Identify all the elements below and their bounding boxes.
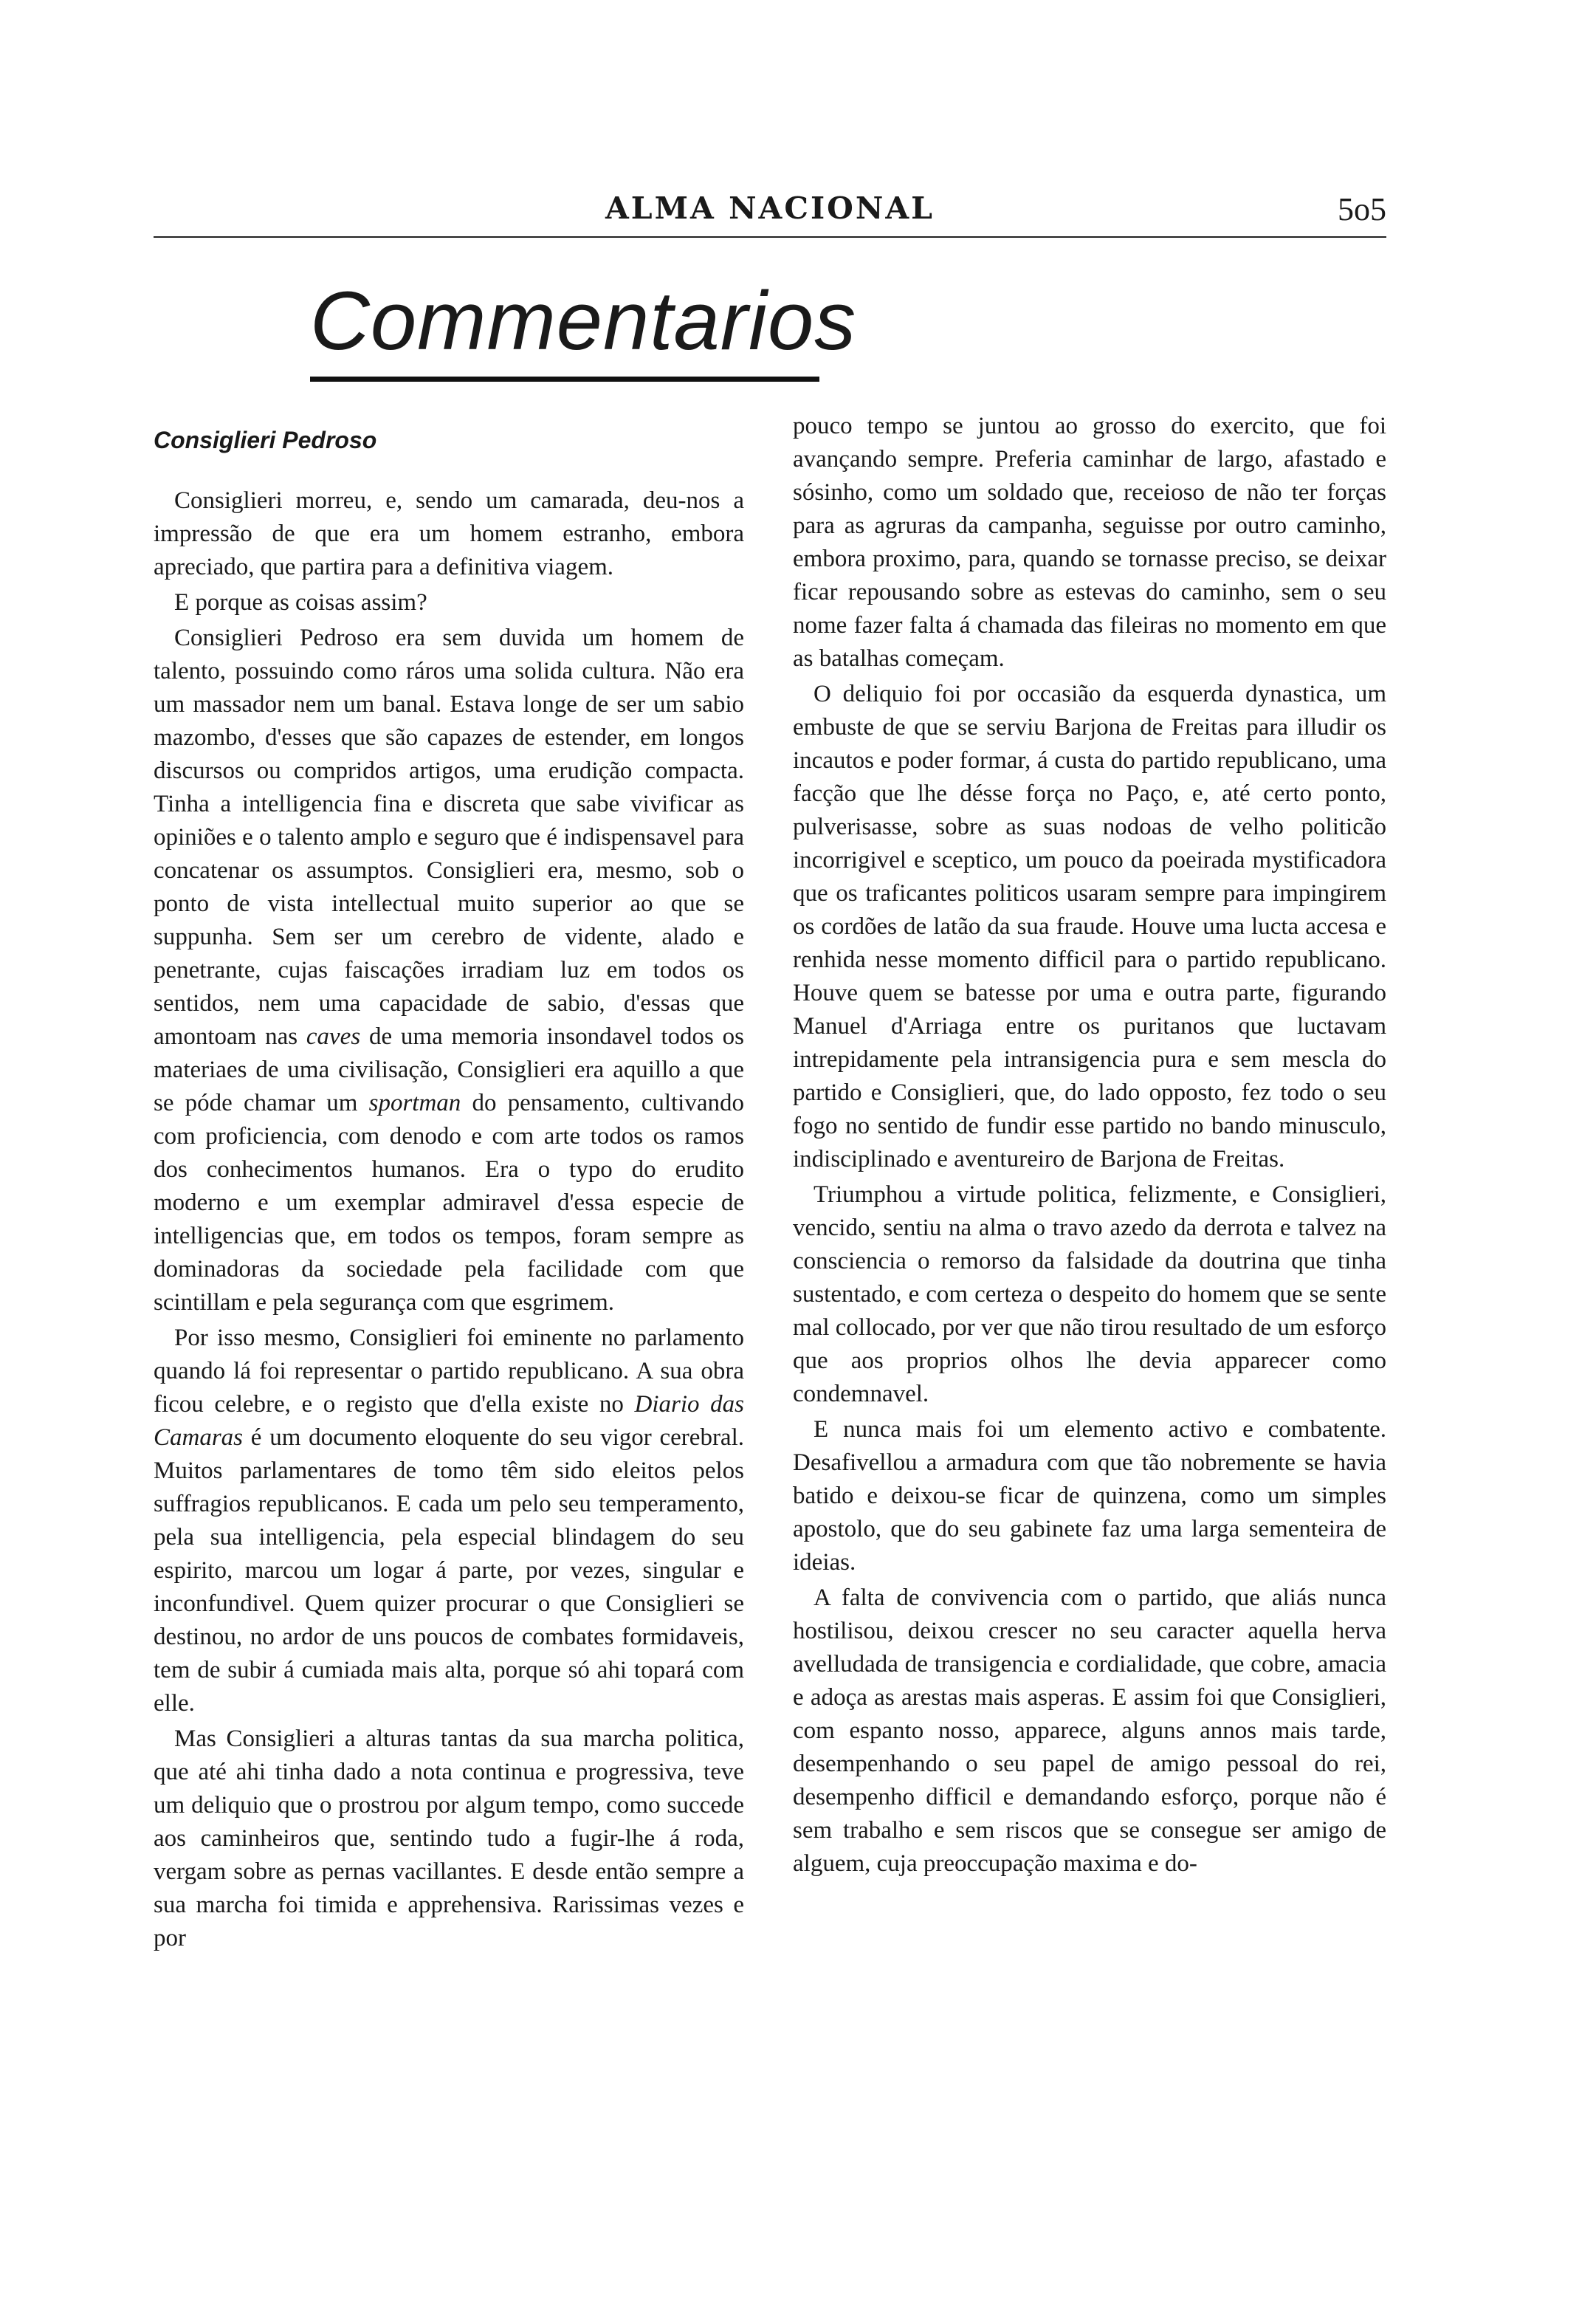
page-number: 5o5 bbox=[1338, 191, 1386, 227]
paragraph: Triumphou a virtude politica, felizmente, e Consiglieri, vencido, sentiu na alma o travo azedo da derrota e talvez na consciencia o remorso da falsidade da doutrina que tinha sustentado, e com certeza o despeito do homem que se sente mal collocado, por ver que não tirou resultado de um esforço que aos proprios olhos lhe devia apparecer como condemnavel. bbox=[793, 1181, 1386, 1407]
journal-title: ALMA NACIONAL bbox=[605, 190, 935, 226]
paragraph-text: é um documento eloquente do seu vigor cerebral. Muitos parlamentares de tomo têm sido eleitos pelos suffragios republicanos. E cada um pelo seu temperamento, pela sua intelligencia, pela especial blindagem do seu espirito, marcou um logar á parte, por vezes, singular e inconfundivel. Quem quizer procurar o que Consiglieri se destinou, no ardor de uns poucos de combates formidaveis, tem de subir á cumiada mais alta, porque só ahi topará com elle. bbox=[154, 1424, 744, 1717]
paragraph-text: de uma memoria insondavel todos os materiaes de uma civilisação, Consiglieri era aquillo a que se póde chamar um bbox=[154, 1023, 744, 1116]
italic-term: Diario das Camaras bbox=[154, 1391, 744, 1451]
italic-term: caves bbox=[306, 1023, 361, 1050]
paragraph-text: Por isso mesmo, Consiglieri foi eminente no parlamento quando lá foi representar o partido republicano. A sua obra ficou celebre, e o registo que d'ella existe no bbox=[154, 1325, 744, 1418]
paragraph: E nunca mais foi um elemento activo e combatente. Desafivellou a armadura com que tão nobremente se havia batido e deixou-se ficar de quinzena, como um simples apostolo, que do seu gabinete faz uma larga sementeira de ideias. bbox=[793, 1416, 1386, 1576]
paragraph: Mas Consiglieri a alturas tantas da sua marcha politica, que até ahi tinha dado a nota continua e progressiva, teve um deliquio que o prostrou por algum tempo, como succede aos caminheiros que, sentindo tudo a fugir-lhe á roda, vergam sobre as pernas vacillantes. E desde então sempre a sua marcha foi timida e apprehensiva. Rarissimas vezes e por bbox=[154, 1725, 744, 1951]
left-column bbox=[154, 413, 744, 1955]
paragraph: Consiglieri morreu, e, sendo um camarada, deu-nos a impressão de que era um homem estranho, embora apreciado, que partira para a definitiva viagem. bbox=[154, 487, 744, 580]
paragraph-text: do pensamento, cultivando com proficiencia, com denodo e com arte todos os ramos dos conhecimentos humanos. Era o typo do erudito moderno e um exemplar admiravel d'essa especie de intelligencias que, em todos os tempos, foram sempre as dominadoras da sociedade pela facilidade com que scintillam e pela segurança com que esgrimem. bbox=[154, 1090, 744, 1316]
paragraph: A falta de convivencia com o partido, que aliás nunca hostilisou, deixou crescer no seu caracter aquella herva avelludada de transigencia e cordialidade, que cobre, amacia e adoça as arestas mais asperas. E assim foi que Consiglieri, com espanto nosso, apparece, alguns annos mais tarde, desempenhando o seu papel de amigo pessoal do rei, desempenho difficil e demandando esforço, porque não é sem trabalho e sem riscos que se consegue ser amigo de alguem, cuja preoccupação maxima e do- bbox=[793, 1584, 1386, 1877]
header-rule bbox=[154, 236, 1386, 238]
section-title-underline bbox=[310, 377, 819, 382]
paragraph-text: Consiglieri Pedroso era sem duvida um homem de talento, possuindo como ráros uma solida cultura. Não era um massador nem um banal. Estava longe de ser um sabio mazombo, d'esses que são capazes de estender, em longos discursos ou compridos artigos, uma erudição compacta. Tinha a intelligencia fina e discreta que sabe vivificar as opiniões e o talento amplo e seguro que é indispensavel para concatenar os assumptos. Consiglieri era, mesmo, sob o ponto de vista intellectual muito superior ao que se suppunha. Sem ser um cerebro de vidente, alado e penetrante, cujas faiscações irradiam luz em todos os sentidos, nem uma capacidade de sabio, d'essas que amontoam nas bbox=[154, 625, 744, 1050]
paragraph: O deliquio foi por occasião da esquerda dynastica, um embuste de que se serviu Barjona de Freitas para illudir os incautos e poder formar, á custa do partido republicano, uma facção que lhe désse força no Paço, e, até certo ponto, pulverisasse, sobre as suas nodoas de velho politicão incorrigivel e sceptico, um pouco da poeirada mystificadora que os traficantes politicos usaram sempre para impingirem os cordões de latão da sua fraude. Houve uma lucta accesa e renhida nesse momento difficil para o partido republicano. Houve quem se batesse por uma e outra parte, figurando Manuel d'Arriaga entre os puritanos que luctavam intrepidamente pela intransigencia pura e sem mescla do partido e Consiglieri, que, do lado opposto, fez todo o seu fogo no sentido de fundir esse partido no bando minusculo, indisciplinado e aventureiro de Barjona de Freitas. bbox=[793, 681, 1386, 1172]
right-column bbox=[793, 410, 1386, 1881]
paragraph: E porque as coisas assim? bbox=[174, 589, 427, 616]
running-head bbox=[154, 190, 1386, 235]
italic-term: sportman bbox=[368, 1090, 461, 1116]
section-title: Commentarios bbox=[310, 275, 857, 367]
paragraph bbox=[154, 622, 744, 1319]
paragraph bbox=[154, 1322, 744, 1720]
article-title: Consiglieri Pedroso bbox=[154, 427, 377, 453]
paragraph: pouco tempo se juntou ao grosso do exercito, que foi avançando sempre. Preferia caminhar de largo, afastado e sósinho, como um soldado que, receioso de não ter forças para as agruras da campanha, seguisse por outro caminho, embora proximo, para, quando se tornasse preciso, se deixar ficar repousando sobre as estevas do caminho, sem o seu nome fazer falta á chamada das fileiras no momento em que as batalhas começam. bbox=[793, 413, 1386, 672]
